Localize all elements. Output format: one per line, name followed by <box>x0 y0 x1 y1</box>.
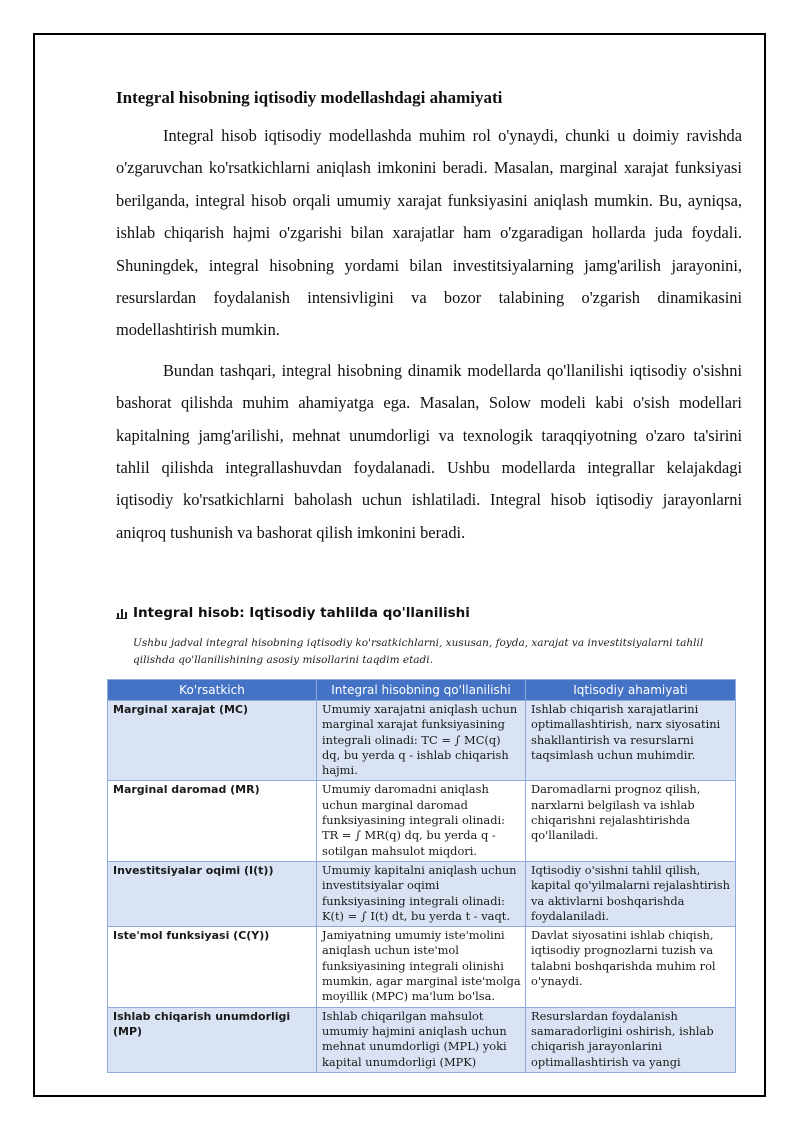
table-cell: Davlat siyosatini ishlab chiqish, iqtisodiy prognozlarni tuzish va talabni boshqarishda muhim rol o'ynaydi. <box>526 927 736 1007</box>
table-cell: Ishlab chiqarish xarajatlarini optimallashtirish, narx siyosatini shakllantirish va resurslarni taqsimlash uchun muhimdir. <box>526 701 736 781</box>
table-cell: Ishlab chiqarish unumdorligi (MP) <box>108 1007 317 1072</box>
column-header: Integral hisobning qo'llanilishi <box>317 680 526 701</box>
table-cell: Jamiyatning umumiy iste'molini aniqlash uchun iste'mol funksiyasining integrali olinishi mumkin, agar marginal iste'molga moyillik (MPC) ma'lum bo'lsa. <box>317 927 526 1007</box>
column-header: Ko'rsatkich <box>108 680 317 701</box>
table-caption: Ushbu jadval integral hisobning iqtisodiy ko'rsatkichlarni, xususan, foyda, xarajat va investitsiyalarni tahlil qilishda qo'llanilishining asosiy misollarini taqdim etadi. <box>133 637 704 666</box>
table-cell: Resurslardan foydalanish samaradorligini oshirish, ishlab chiqarish jarayonlarini optimallashtirish va yangi <box>526 1007 736 1072</box>
table-title-row <box>116 605 470 621</box>
table-cell: Umumiy kapitalni aniqlash uchun investitsiyalar oqimi funksiyasining integrali olinadi: K(t) = ∫ I(t) dt, bu yerda t - vaqt. <box>317 861 526 926</box>
table-cell: Daromadlarni prognoz qilish, narxlarni belgilash va ishlab chiqarishni rejalashtirishda qo'llaniladi. <box>526 781 736 861</box>
bar-chart-icon <box>116 608 127 619</box>
table-cell: Marginal daromad (MR) <box>108 781 317 861</box>
table-cell: Marginal xarajat (MC) <box>108 701 317 781</box>
paragraph-1: Integral hisob iqtisodiy modellashda muhim rol o'ynaydi, chunki u doimiy ravishda o'zgaruvchan ko'rsatkichlarni aniqlash imkonini beradi. Masalan, marginal xarajat funksiyasi berilganda, integral hisob orqali umumiy xarajat funksiyasini aniqlash mumkin. Bu, ayniqsa, ishlab chiqarish hajmi o'zgarishi bilan xarajatlar ham o'zgaradigan hollarda juda foydali. Shuningdek, integral hisobning yordami bilan investitsiyalarning jamg'arilish jarayonini, resurslardan foydalanish intensivligini va bozor talabining o'zgarish dinamikasini modellashtirish mumkin. <box>116 126 742 340</box>
section-body <box>116 86 742 557</box>
table-row <box>108 781 736 861</box>
table-row <box>108 701 736 781</box>
table-cell: Investitsiyalar oqimi (I(t)) <box>108 861 317 926</box>
section-heading: Integral hisobning iqtisodiy modellashdagi ahamiyati <box>116 88 503 107</box>
table-cell: Iste'mol funksiyasi (C(Y)) <box>108 927 317 1007</box>
table-cell: Umumiy xarajatni aniqlash uchun marginal xarajat funksiyasining integrali olinadi: TC = ∫ MC(q) dq, bu yerda q - ishlab chiqarish hajmi. <box>317 701 526 781</box>
table-row <box>108 861 736 926</box>
table-cell: Umumiy daromadni aniqlash uchun marginal daromad funksiyasining integrali olinadi: TR = ∫ MR(q) dq, bu yerda q - sotilgan mahsulot miqdori. <box>317 781 526 861</box>
table-row <box>108 1007 736 1072</box>
table-header-row <box>108 680 736 701</box>
table-cell: Iqtisodiy o'sishni tahlil qilish, kapital qo'yilmalarni rejalashtirish va aktivlarni boshqarishda foydalaniladi. <box>526 861 736 926</box>
data-table <box>107 679 736 1073</box>
column-header: Iqtisodiy ahamiyati <box>526 680 736 701</box>
table-row <box>108 927 736 1007</box>
paragraph-2: Bundan tashqari, integral hisobning dinamik modellarda qo'llanilishi iqtisodiy o'sishni bashorat qilishda muhim ahamiyatga ega. Masalan, Solow modeli kabi o'sish modellari kapitalning jamg'arilishi, mehnat unumdorligi va texnologik taraqqiyotning o'zaro ta'sirini tahlil qilishda integrallashuvdan foydalanadi. Ushbu modellarda integrallar kelajakdagi iqtisodiy ko'rsatkichlarni baholash uchun ishlatiladi. Integral hisob iqtisodiy jarayonlarni aniqroq tushunish va bashorat qilish imkonini beradi. <box>116 360 742 542</box>
table-cell: Ishlab chiqarilgan mahsulot umumiy hajmini aniqlash uchun mehnat unumdorligi (MPL) yoki kapital unumdorligi (MPK) <box>317 1007 526 1072</box>
table-title: Integral hisob: Iqtisodiy tahlilda qo'llanilishi <box>133 605 470 621</box>
